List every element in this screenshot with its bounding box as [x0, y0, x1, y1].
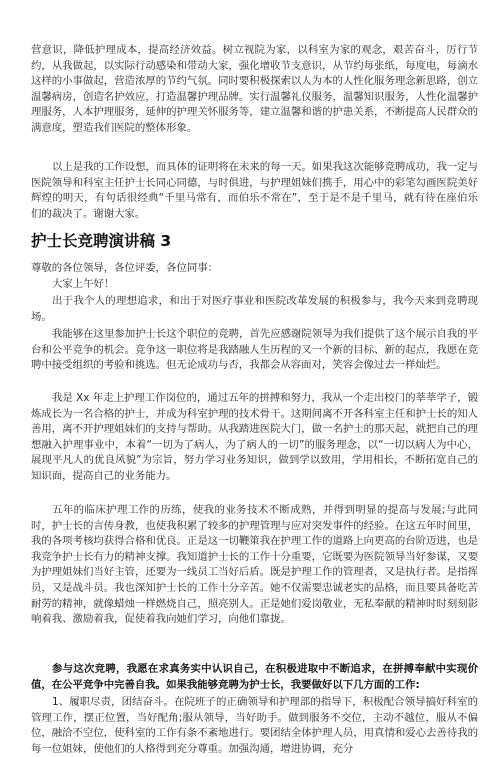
paragraph-self-intro: 我是 Xx 年走上护理工作岗位的，通过五年的拼搏和努力，我从一个走出校门的莘莘学子，锻炼成长为一名合格的护士，并成为科室护理的技术骨干。这期间离不开各科室主任和护士长的知人善用，离不开护理姐妹们的支持与帮助。从我踏进医院大门，做一名护士的那天起，就把自己的理想融入护理事业中，本着“一切为了病人，为了病人的一切”的服务理念，以“一切以病人为中心，展现平凡人的优良风貌”为宗旨，努力学习业务知识，做到学以致用，学用相长，不断拓宽自己的知识面，提高自己的业务能力。 [31, 392, 478, 482]
paragraph-item-1: 1、履职尽责，团结奋斗。在院班子的正确领导和护理部的指导下，积极配合领导搞好科室的管理工作，摆正位置，当好配角;服从领导，当好助手。做到服务不交位，主动不越位，服从不偏位，融洽不空位，使科室的工作有条不紊地进行。要团结全体护理人员，用真情和爱心去善待我的每一位姐妹，使他们的人格得到充分尊重。加强沟通，增进协调，充分 [31, 696, 478, 755]
paragraph-hope: 以上是我的工作设想，而具体的证明将在未来的每一天。如果我这次能够竞聘成功，我一定与医院领导和科室主任护士长同心同德，与时俱进，与护理姐妹们携手，用心中的彩笔勾画医院美好辉煌的明天，有句话很经典“千里马常有，而伯乐不常在”，至于是不是千里马，就有待在座伯乐们的裁决了。谢谢大家。 [31, 161, 479, 220]
paragraph-experience: 五年的临床护理工作的历练，使我的业务技术不断成熟，并得到明显的提高与发展;与此同时，护士长的言传身教，也使我积累了较多的护理管理与应对突发事件的经验。在这五年时间里，我的各项考核均获得合格和优良。正是这一切鞭策我在护理工作的道路上向更高的台阶迈进，也是我竞争护士长有力的精神支撑。我知道护士长的工作十分重要，它既要为医院领导当好参谋，又要为护理姐妹们当好主管，还要为一线员工当好后盾。既是护理工作的管理者，又是执行者。是指挥员，又是战斗员。我也深知护士长的工作十分辛苦。她不仅需要忠诚老实的品格，而且要具备吃苦耐劳的精神，就像蜡烛一样燃烧自己，照亮别人。正是她们爱岗敬业，无私奉献的精神时时刻刻影响着我、激励着我，促使着我向她们学习，向他们靠拢。 [31, 504, 478, 626]
paragraph-purpose: 出于我个人的理想追求，和出于对医疗事业和医院改革发展的积极参与，我今天来到竞聘现场。 [31, 295, 478, 323]
paragraph-goal: 参与这次竞聘，我愿在求真务实中认识自己，在积极进取中不断追求，在拼搏奉献中实现价值，在公平竞争中完善自我。如果我能够竞聘为护士长，我要做好以下几方面的工作: [31, 663, 478, 691]
section-heading: 护士长竞聘演讲稿 3 [31, 232, 172, 250]
paragraph-thanks: 我能够在这里参加护士长这个职位的竞聘，首先应感谢院领导为我们提供了这个展示自我的平台和公平竞争的机会。竞争这一职位将是我踏融人生历程的又一个新的目标、新的起点，我愿在竞聘中接受组织的考验和挑选。但无论成功与否，我都会从容面对，笑容会像过去一样灿烂。 [31, 328, 479, 372]
greeting: 大家上午好！ [52, 278, 115, 290]
paragraph-intro: 营意识，降低护理成本，提高经济效益。树立视院为家，以科室为家的观念，艰苦奋斗，厉行节约，从我做起，以实际行动感染和带动大家，强化增收节支意识，从节约每张纸，每度电，每滴水这样的小事做起，营造浓厚的节约气氛。同时要积极探索以人为本的人性化服务理念新思路，创立温馨病房，创造名护效应，打造温馨护理品牌。实行温馨礼仪服务，温馨知识服务，人性化温馨护理服务，人本护理服务，延伸的护理关怀服务等，建立温馨和谐的护患关系，不断提高人民群众的满意度，塑造我们医院的整体形象。 [31, 44, 478, 134]
salutation: 尊敬的各位领导，各位评委，各位同事： [31, 262, 219, 274]
